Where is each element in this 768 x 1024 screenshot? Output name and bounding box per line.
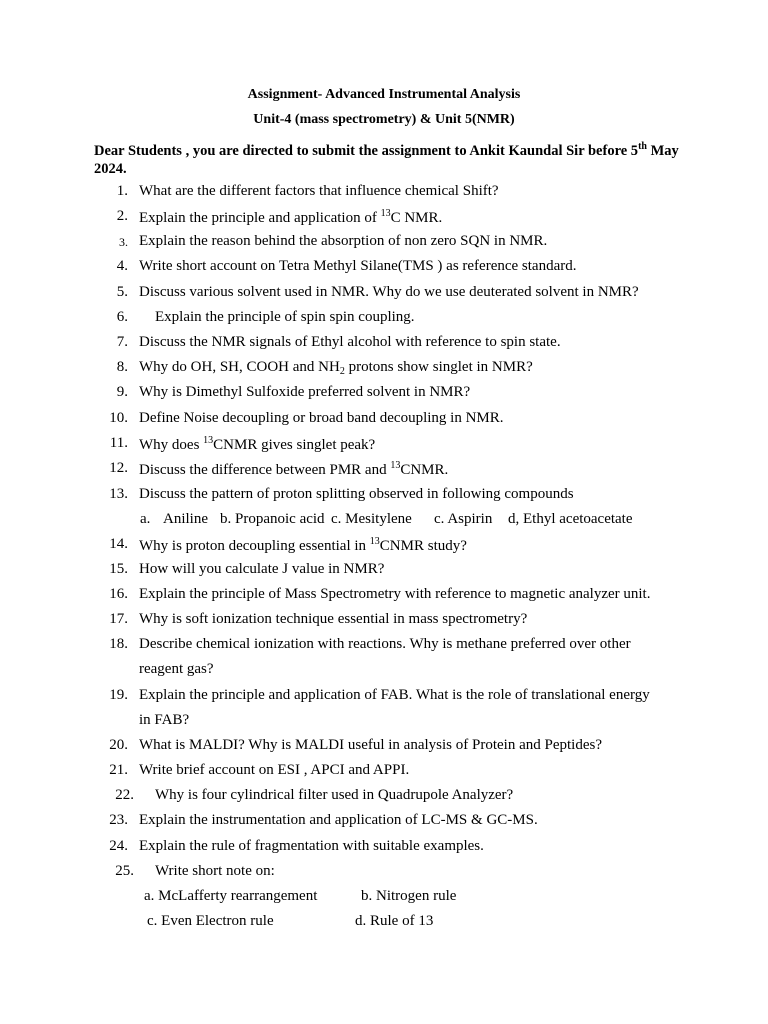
- question-number: 24.: [109, 838, 128, 854]
- question-text: Explain the principle of spin spin coupling.: [155, 309, 415, 325]
- document-subtitle: Unit-4 (mass spectrometry) & Unit 5(NMR): [253, 112, 515, 127]
- question-text: Why is four cylindrical filter used in Quadrupole Analyzer?: [155, 787, 514, 803]
- question-number: 3.: [119, 235, 128, 249]
- question-number: 21.: [109, 762, 128, 778]
- question-number: 13.: [109, 486, 128, 502]
- question-text: How will you calculate J value in NMR?: [139, 561, 385, 577]
- question-text: Why is soft ionization technique essential in mass spectrometry?: [139, 611, 528, 627]
- question-text: Explain the rule of fragmentation with suitable examples.: [139, 838, 484, 854]
- question-number: 9.: [116, 384, 128, 400]
- question-number: 17.: [109, 611, 128, 627]
- question-number: 20.: [109, 737, 128, 753]
- question-number: 22.: [115, 787, 134, 803]
- question-text: Discuss the pattern of proton splitting observed in following compounds: [139, 486, 574, 502]
- question-text: Define Noise decoupling or broad band decoupling in NMR.: [139, 410, 504, 426]
- question-text: Why do OH, SH, COOH and $NH_2$ protons show singlet in NMR?: [139, 359, 533, 377]
- question-number: 16.: [109, 586, 128, 602]
- q25-item-c: c. Even Electron rule: [147, 913, 274, 929]
- question-number: 23.: [109, 812, 128, 828]
- q25-item-b: b. Nitrogen rule: [361, 888, 457, 904]
- question-text: What are the different factors that influence chemical Shift?: [139, 183, 499, 199]
- q25-item-d: d. Rule of 13: [355, 913, 434, 929]
- question-text: Describe chemical ionization with reactions. Why is methane preferred over other: [139, 636, 631, 652]
- question-number: 4.: [116, 258, 128, 274]
- q13-item-b: b. Propanoic acid: [220, 511, 325, 527]
- question-text: Write short note on:: [155, 863, 275, 879]
- question-number: 5.: [116, 284, 128, 300]
- question-number: 12.: [109, 460, 128, 476]
- question-text: Explain the principle and application of FAB. What is the role of translational energy: [139, 687, 650, 703]
- q13-item-d: d, Ethyl acetoacetate: [508, 511, 633, 527]
- question-number: 1.: [116, 183, 128, 199]
- question-number: 18.: [109, 636, 128, 652]
- question-number: 11.: [109, 435, 128, 451]
- question-text: Why is proton decoupling essential in $^{13}$CNMR study?: [139, 536, 467, 554]
- question-text: Discuss the difference between PMR and $^{13}$CNMR.: [139, 460, 449, 478]
- question-text: What is MALDI? Why is MALDI useful in analysis of Protein and Peptides?: [139, 737, 602, 753]
- document-title: Assignment- Advanced Instrumental Analysis: [247, 87, 521, 102]
- question-text: Write brief account on ESI , APCI and APPI.: [139, 762, 410, 778]
- q13-item-a-label: a.: [140, 511, 151, 527]
- question-number: 10.: [109, 410, 128, 426]
- q13-item-c: c. Mesitylene: [331, 511, 412, 527]
- question-text-line2: in FAB?: [139, 712, 190, 728]
- question-text: Why does $^{13}$CNMR gives singlet peak?: [139, 435, 376, 453]
- question-number: 25.: [115, 863, 134, 879]
- question-number: 14.: [109, 536, 128, 552]
- question-text: Discuss the NMR signals of Ethyl alcohol with reference to spin state.: [139, 334, 561, 350]
- question-number: 6.: [116, 309, 128, 325]
- question-number: 7.: [116, 334, 128, 350]
- question-number: 2.: [116, 208, 128, 224]
- question-text: Explain the principle of Mass Spectrometry with reference to magnetic analyzer unit.: [139, 586, 651, 602]
- question-text-line2: reagent gas?: [139, 661, 214, 677]
- question-text: Explain the reason behind the absorption of non zero SQN in NMR.: [139, 233, 548, 249]
- question-text: Discuss various solvent used in NMR. Why do we use deuterated solvent in NMR?: [139, 284, 639, 300]
- q25-item-a: a. McLafferty rearrangement: [144, 888, 318, 904]
- question-text: Write short account on Tetra Methyl Silane(TMS ) as reference standard.: [139, 258, 577, 274]
- question-text: Why is Dimethyl Sulfoxide preferred solvent in NMR?: [139, 384, 471, 400]
- question-number: 8.: [116, 359, 128, 375]
- question-text: Explain the instrumentation and application of LC-MS & GC-MS.: [139, 812, 538, 828]
- question-number: 19.: [109, 687, 128, 703]
- q13-item-c2: c. Aspirin: [434, 511, 493, 527]
- q13-item-a: Aniline: [163, 511, 208, 527]
- instructions-text: Dear Students , you are directed to submit the assignment to Ankit Kaundal Sir before 5th May 2024.: [94, 141, 679, 177]
- question-text: Explain the principle and application of $^{13}$C NMR.: [139, 208, 443, 226]
- question-number: 15.: [109, 561, 128, 577]
